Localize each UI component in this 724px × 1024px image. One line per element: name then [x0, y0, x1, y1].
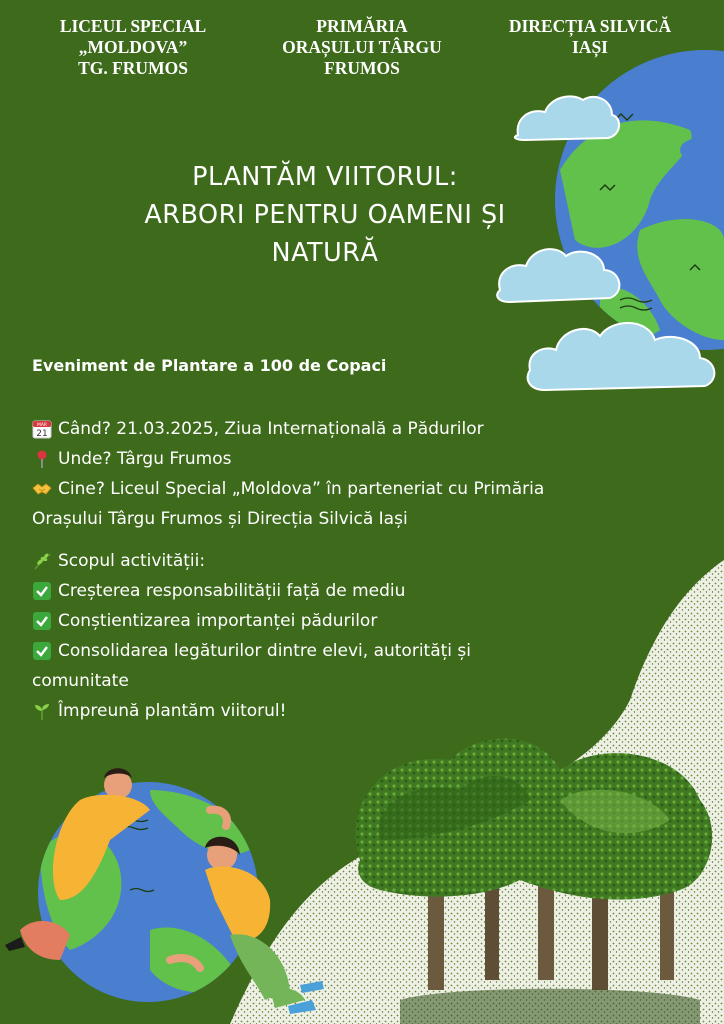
check-icon: [32, 581, 52, 601]
org-line: FRUMOS: [324, 58, 400, 78]
org-line: ORAȘULUI TÂRGU: [282, 37, 442, 57]
event-details: [32, 414, 712, 726]
goal-item: [32, 576, 712, 606]
org-line: DIRECȚIA SILVICĂ: [508, 16, 672, 36]
earth-illustration: [555, 50, 724, 350]
when-text: Când? 21.03.2025, Ziua Internațională a Pădurilor: [58, 419, 484, 439]
closing-line: [32, 696, 712, 726]
seedling-icon: [32, 701, 52, 721]
title-line: ARBORI PENTRU OAMENI ȘI: [144, 200, 506, 230]
org-line: „MOLDOVA”: [78, 37, 188, 57]
goal-text: Consolidarea legăturilor dintre elevi, autorități și: [58, 641, 472, 661]
check-icon: [32, 641, 52, 661]
where-text: Unde? Târgu Frumos: [58, 449, 232, 469]
who-line-continued: [32, 504, 712, 534]
closing-text: Împreună plantăm viitorul!: [58, 701, 287, 721]
goal-text: Conștientizarea importanței pădurilor: [58, 611, 378, 631]
handshake-icon: [32, 479, 52, 499]
org-line: LICEUL SPECIAL: [59, 16, 207, 36]
org-line: TG. FRUMOS: [78, 58, 188, 78]
org-line: PRIMĂRIA: [316, 16, 408, 36]
goal-item: [32, 636, 712, 666]
event-subtitle: Eveniment de Plantare a 100 de Copaci: [32, 356, 387, 375]
who-text: Cine? Liceul Special „Moldova” în parteneriat cu Primăria: [58, 479, 545, 499]
when-line: [32, 414, 712, 444]
org-directia-silvica: [490, 16, 690, 58]
poster-title: [70, 158, 580, 272]
people-hugging-globe-illustration: [5, 768, 324, 1014]
goals-heading-line: [32, 546, 712, 576]
calendar-icon: [32, 419, 52, 439]
org-liceul-special: [33, 16, 233, 79]
who-text-continued: Orașului Târgu Frumos și Direcția Silvică Iași: [32, 509, 408, 529]
goal-item-continued: [32, 666, 712, 696]
where-line: [32, 444, 712, 474]
calendar-day: 21: [36, 429, 48, 439]
goal-text: Creșterea responsabilității față de mediu: [58, 581, 406, 601]
pin-icon: [32, 449, 52, 469]
org-primaria: [262, 16, 462, 79]
check-icon: [32, 611, 52, 631]
goals-heading: Scopul activității:: [58, 551, 206, 571]
goal-text-continued: comunitate: [32, 671, 129, 691]
who-line: [32, 474, 712, 504]
herb-icon: [32, 551, 52, 571]
title-line: PLANTĂM VIITORUL:: [192, 162, 458, 192]
calendar-month: MAR: [36, 423, 48, 428]
org-line: IAȘI: [572, 37, 608, 57]
title-line: NATURĂ: [271, 238, 379, 268]
goal-item: [32, 606, 712, 636]
